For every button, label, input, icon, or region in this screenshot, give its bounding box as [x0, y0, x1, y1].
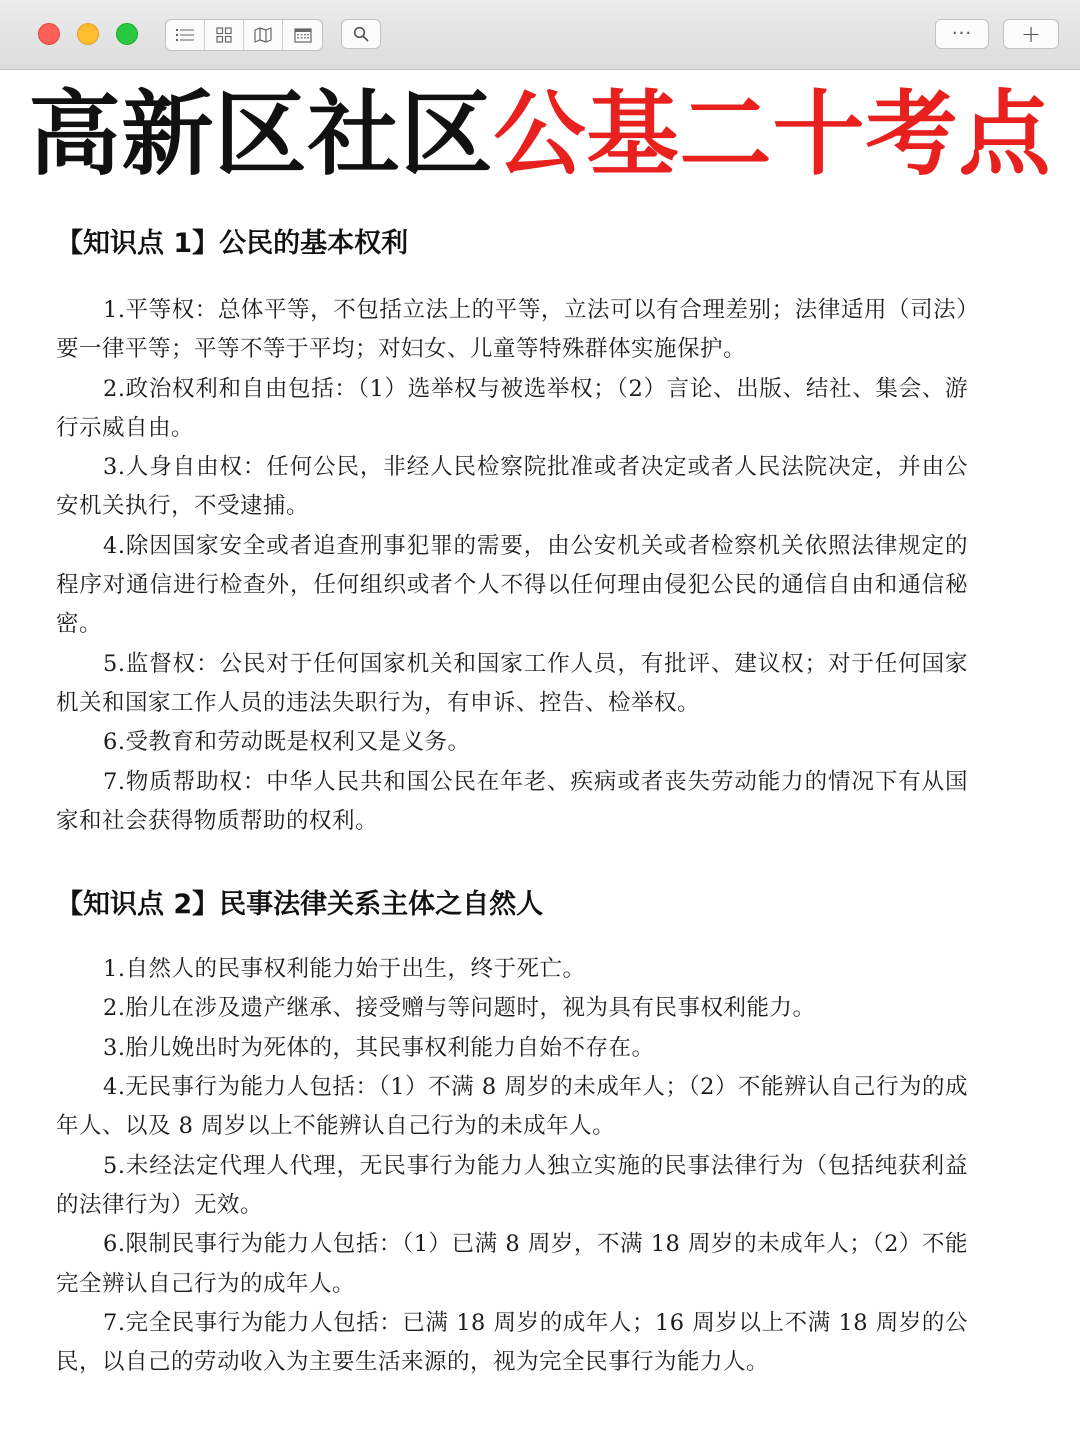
section-knowledge-point-1 [56, 222, 968, 841]
list-view-icon [176, 28, 194, 42]
grid-view-button[interactable] [205, 20, 244, 50]
plus-icon: + [1020, 20, 1042, 48]
more-icon: ··· [951, 23, 973, 44]
section-title: 【知识点 2】民事法律关系主体之自然人 [56, 889, 544, 921]
view-mode-segmented-control [165, 19, 323, 51]
add-button[interactable] [1003, 19, 1059, 49]
banner-title-black: 高新区社区 [28, 81, 494, 188]
point-list [56, 950, 968, 1382]
list-item: 2.胎儿在涉及遗产继承、接受赠与等问题时，视为具有民事权利能力。 [103, 995, 816, 1022]
list-item: 3.人身自由权：任何公民，非经人民检察院批准或者决定或者人民法院决定，并由公安机关执行，不受逮捕。 [56, 454, 968, 520]
list-item: 1.自然人的民事权利能力始于出生，终于死亡。 [103, 956, 586, 983]
calendar-view-button[interactable] [283, 20, 322, 50]
search-button[interactable] [341, 19, 381, 49]
zoom-window-button[interactable] [116, 23, 138, 45]
list-item: 1.平等权：总体平等，不包括立法上的平等，立法可以有合理差别；法律适用（司法）要一律平等；平等不等于平均；对妇女、儿童等特殊群体实施保护。 [56, 297, 968, 363]
list-item: 4.除因国家安全或者追查刑事犯罪的需要，由公安机关或者检察机关依照法律规定的程序对通信进行检查外，任何组织或者个人不得以任何理由侵犯公民的通信自由和通信秘密。 [56, 532, 968, 638]
list-item: 4.无民事行为能力人包括：（1）不满 8 周岁的未成年人；（2）不能辨认自己行为的成年人、以及 8 周岁以上不能辨认自己行为的未成年人。 [56, 1074, 968, 1140]
grid-view-icon [216, 27, 232, 43]
banner-title-red: 公基二十考点 [493, 81, 1052, 188]
map-view-button[interactable] [244, 20, 283, 50]
list-item: 5.监督权：公民对于任何国家机关和国家工作人员，有批评、建议权；对于任何国家机关和国家工作人员的违法失职行为，有申诉、控告、检举权。 [56, 650, 968, 716]
section-knowledge-point-2 [56, 883, 968, 1382]
map-icon [254, 27, 272, 43]
minimize-window-button[interactable] [77, 23, 99, 45]
list-item: 6.限制民事行为能力人包括：（1）已满 8 周岁，不满 18 周岁的未成年人；（2）不能完全辨认自己行为的成年人。 [56, 1231, 968, 1297]
page-banner-title [0, 80, 1080, 190]
list-item: 5.未经法定代理人代理，无民事行为能力人独立实施的民事法律行为（包括纯获利益的法律行为）无效。 [56, 1152, 968, 1218]
window-toolbar [0, 0, 1080, 70]
document-body [56, 222, 968, 1382]
point-list [56, 291, 968, 841]
list-item: 3.胎儿娩出时为死体的，其民事权利能力自始不存在。 [103, 1034, 655, 1061]
close-window-button[interactable] [38, 23, 60, 45]
calendar-icon [294, 27, 312, 43]
list-item: 7.完全民事行为能力人包括：已满 18 周岁的成年人；16 周岁以上不满 18 周岁的公民，以自己的劳动收入为主要生活来源的，视为完全民事行为能力人。 [56, 1309, 968, 1376]
list-item: 7.物质帮助权：中华人民共和国公民在年老、疾病或者丧失劳动能力的情况下有从国家和社会获得物质帮助的权利。 [56, 768, 968, 834]
search-icon [353, 26, 369, 42]
list-item: 6.受教育和劳动既是权利又是义务。 [103, 729, 471, 756]
list-view-button[interactable] [166, 20, 205, 50]
list-item: 2.政治权利和自由包括：（1）选举权与被选举权；（2）言论、出版、结社、集会、游行示威自由。 [56, 375, 968, 441]
section-title: 【知识点 1】公民的基本权利 [56, 228, 409, 259]
more-options-button[interactable] [935, 19, 989, 49]
